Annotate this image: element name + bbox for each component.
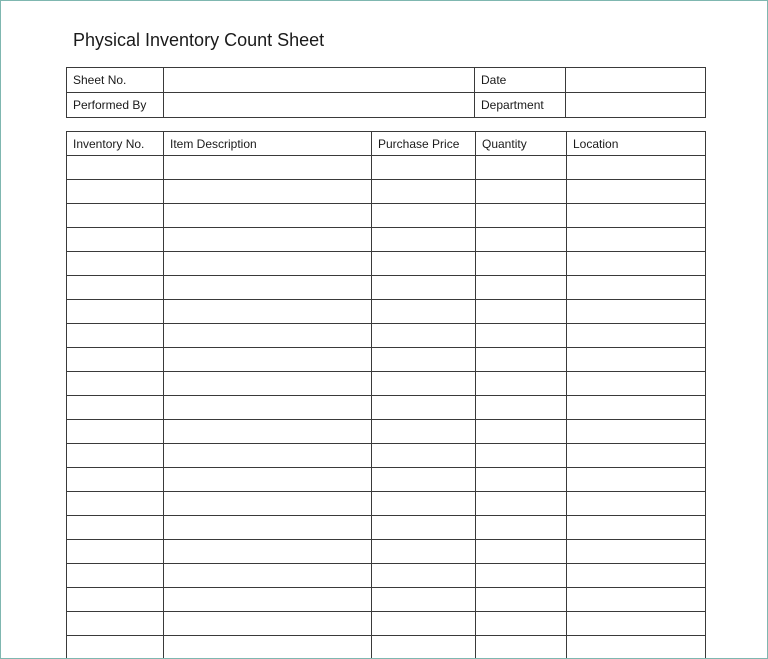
- item-description-cell[interactable]: [164, 156, 372, 180]
- purchase-price-cell[interactable]: [372, 372, 476, 396]
- quantity-cell[interactable]: [476, 444, 567, 468]
- quantity-cell[interactable]: [476, 420, 567, 444]
- inventory-no-cell[interactable]: [67, 636, 164, 659]
- date-field[interactable]: [566, 68, 706, 93]
- location-cell[interactable]: [567, 252, 706, 276]
- inventory-no-cell[interactable]: [67, 492, 164, 516]
- purchase-price-cell[interactable]: [372, 612, 476, 636]
- purchase-price-cell[interactable]: [372, 420, 476, 444]
- inventory-no-cell[interactable]: [67, 540, 164, 564]
- inventory-no-cell[interactable]: [67, 156, 164, 180]
- purchase-price-cell[interactable]: [372, 540, 476, 564]
- inventory-no-cell[interactable]: [67, 468, 164, 492]
- column-header-quantity: Quantity: [476, 132, 567, 156]
- table-row: [67, 276, 706, 300]
- header-row-sheet-date: [67, 68, 706, 93]
- sheet-no-label: Sheet No.: [67, 68, 164, 93]
- table-row: [67, 468, 706, 492]
- inventory-no-cell[interactable]: [67, 420, 164, 444]
- table-row: [67, 540, 706, 564]
- item-description-cell[interactable]: [164, 324, 372, 348]
- inventory-no-cell[interactable]: [67, 612, 164, 636]
- table-row: [67, 348, 706, 372]
- inventory-no-cell[interactable]: [67, 588, 164, 612]
- table-row: [67, 396, 706, 420]
- table-row: [67, 228, 706, 252]
- item-description-cell[interactable]: [164, 540, 372, 564]
- purchase-price-cell[interactable]: [372, 276, 476, 300]
- item-description-cell[interactable]: [164, 516, 372, 540]
- quantity-cell[interactable]: [476, 612, 567, 636]
- location-cell[interactable]: [567, 492, 706, 516]
- inventory-no-cell[interactable]: [67, 396, 164, 420]
- location-cell[interactable]: [567, 420, 706, 444]
- item-description-cell[interactable]: [164, 372, 372, 396]
- purchase-price-cell[interactable]: [372, 492, 476, 516]
- quantity-cell[interactable]: [476, 180, 567, 204]
- location-cell[interactable]: [567, 396, 706, 420]
- quantity-cell[interactable]: [476, 348, 567, 372]
- purchase-price-cell[interactable]: [372, 516, 476, 540]
- date-label: Date: [475, 68, 566, 93]
- header-row-performer-department: [67, 93, 706, 118]
- purchase-price-cell[interactable]: [372, 324, 476, 348]
- location-cell[interactable]: [567, 612, 706, 636]
- sheet-no-field[interactable]: [164, 68, 475, 93]
- table-row: [67, 420, 706, 444]
- location-cell[interactable]: [567, 180, 706, 204]
- purchase-price-cell[interactable]: [372, 588, 476, 612]
- inventory-table: [66, 131, 706, 659]
- purchase-price-cell[interactable]: [372, 204, 476, 228]
- inventory-no-cell[interactable]: [67, 252, 164, 276]
- inventory-no-cell[interactable]: [67, 348, 164, 372]
- table-row: [67, 156, 706, 180]
- table-row: [67, 204, 706, 228]
- inventory-no-cell[interactable]: [67, 180, 164, 204]
- purchase-price-cell[interactable]: [372, 444, 476, 468]
- purchase-price-cell[interactable]: [372, 564, 476, 588]
- item-description-cell[interactable]: [164, 612, 372, 636]
- quantity-cell[interactable]: [476, 468, 567, 492]
- column-header-item-description: Item Description: [164, 132, 372, 156]
- location-cell[interactable]: [567, 540, 706, 564]
- table-row: [67, 516, 706, 540]
- department-field[interactable]: [566, 93, 706, 118]
- purchase-price-cell[interactable]: [372, 300, 476, 324]
- inventory-no-cell[interactable]: [67, 228, 164, 252]
- inventory-no-cell[interactable]: [67, 276, 164, 300]
- column-header-purchase-price: Purchase Price: [372, 132, 476, 156]
- location-cell[interactable]: [567, 204, 706, 228]
- location-cell[interactable]: [567, 228, 706, 252]
- quantity-cell[interactable]: [476, 204, 567, 228]
- item-description-cell[interactable]: [164, 276, 372, 300]
- item-description-cell[interactable]: [164, 420, 372, 444]
- quantity-cell[interactable]: [476, 276, 567, 300]
- item-description-cell[interactable]: [164, 300, 372, 324]
- quantity-cell[interactable]: [476, 228, 567, 252]
- table-row: [67, 324, 706, 348]
- item-description-cell[interactable]: [164, 468, 372, 492]
- location-cell[interactable]: [567, 588, 706, 612]
- quantity-cell[interactable]: [476, 156, 567, 180]
- location-cell[interactable]: [567, 636, 706, 659]
- purchase-price-cell[interactable]: [372, 396, 476, 420]
- location-cell[interactable]: [567, 468, 706, 492]
- quantity-cell[interactable]: [476, 588, 567, 612]
- item-description-cell[interactable]: [164, 564, 372, 588]
- location-cell[interactable]: [567, 444, 706, 468]
- quantity-cell[interactable]: [476, 636, 567, 659]
- location-cell[interactable]: [567, 348, 706, 372]
- purchase-price-cell[interactable]: [372, 156, 476, 180]
- quantity-cell[interactable]: [476, 516, 567, 540]
- inventory-no-cell[interactable]: [67, 324, 164, 348]
- quantity-cell[interactable]: [476, 492, 567, 516]
- table-row: [67, 444, 706, 468]
- table-row: [67, 588, 706, 612]
- quantity-cell[interactable]: [476, 252, 567, 276]
- column-header-location: Location: [567, 132, 706, 156]
- table-row: [67, 492, 706, 516]
- column-header-inventory-no: Inventory No.: [67, 132, 164, 156]
- purchase-price-cell[interactable]: [372, 348, 476, 372]
- location-cell[interactable]: [567, 276, 706, 300]
- location-cell[interactable]: [567, 324, 706, 348]
- purchase-price-cell[interactable]: [372, 180, 476, 204]
- quantity-cell[interactable]: [476, 300, 567, 324]
- purchase-price-cell[interactable]: [372, 252, 476, 276]
- inventory-no-cell[interactable]: [67, 372, 164, 396]
- item-description-cell[interactable]: [164, 228, 372, 252]
- sheet-header-table: [66, 67, 706, 118]
- department-label: Department: [475, 93, 566, 118]
- location-cell[interactable]: [567, 156, 706, 180]
- item-description-cell[interactable]: [164, 588, 372, 612]
- inventory-no-cell[interactable]: [67, 564, 164, 588]
- performed-by-field[interactable]: [164, 93, 475, 118]
- item-description-cell[interactable]: [164, 348, 372, 372]
- item-description-cell[interactable]: [164, 492, 372, 516]
- table-header-row: [67, 132, 706, 156]
- table-row: [67, 636, 706, 659]
- item-description-cell[interactable]: [164, 396, 372, 420]
- location-cell[interactable]: [567, 300, 706, 324]
- table-row: [67, 300, 706, 324]
- item-description-cell[interactable]: [164, 252, 372, 276]
- quantity-cell[interactable]: [476, 372, 567, 396]
- performed-by-label: Performed By: [67, 93, 164, 118]
- quantity-cell[interactable]: [476, 540, 567, 564]
- inventory-no-cell[interactable]: [67, 516, 164, 540]
- quantity-cell[interactable]: [476, 324, 567, 348]
- location-cell[interactable]: [567, 564, 706, 588]
- sheet-title: Physical Inventory Count Sheet: [73, 30, 325, 50]
- location-cell[interactable]: [567, 516, 706, 540]
- table-row: [67, 372, 706, 396]
- location-cell[interactable]: [567, 372, 706, 396]
- inventory-no-cell[interactable]: [67, 204, 164, 228]
- quantity-cell[interactable]: [476, 396, 567, 420]
- inventory-no-cell[interactable]: [67, 444, 164, 468]
- item-description-cell[interactable]: [164, 444, 372, 468]
- table-row: [67, 564, 706, 588]
- table-row: [67, 252, 706, 276]
- table-row: [67, 612, 706, 636]
- purchase-price-cell[interactable]: [372, 228, 476, 252]
- item-description-cell[interactable]: [164, 180, 372, 204]
- quantity-cell[interactable]: [476, 564, 567, 588]
- purchase-price-cell[interactable]: [372, 636, 476, 659]
- item-description-cell[interactable]: [164, 204, 372, 228]
- item-description-cell[interactable]: [164, 636, 372, 659]
- inventory-no-cell[interactable]: [67, 300, 164, 324]
- table-row: [67, 180, 706, 204]
- purchase-price-cell[interactable]: [372, 468, 476, 492]
